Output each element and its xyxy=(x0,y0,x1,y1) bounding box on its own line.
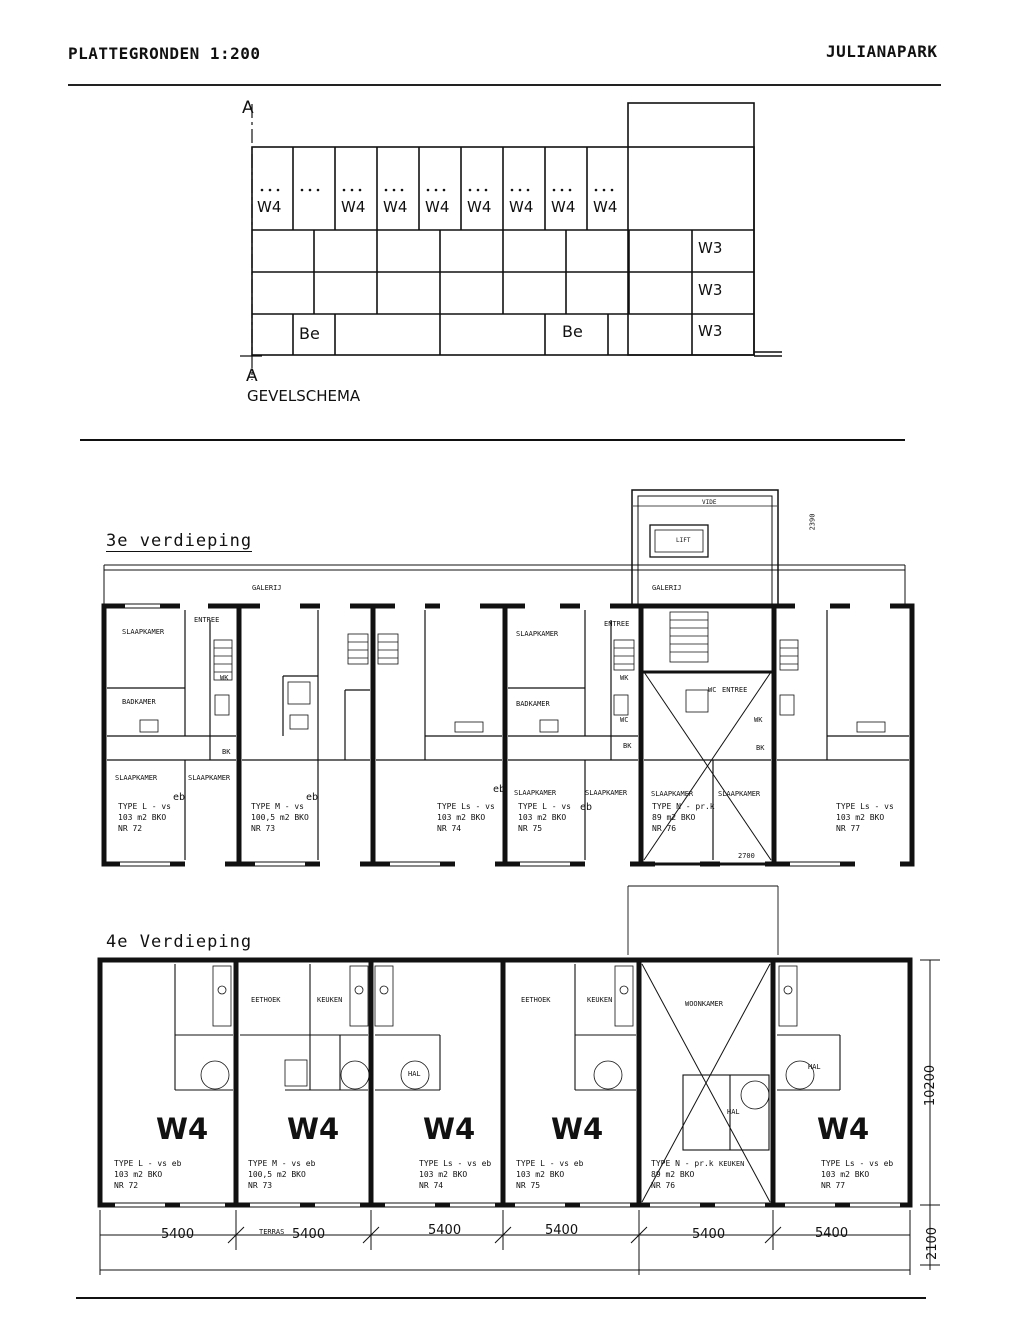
terras-label: TERRAS xyxy=(259,1228,285,1236)
unit-area: 103 m2 BKO xyxy=(114,1170,163,1179)
dimension-label: 5400 xyxy=(161,1227,195,1242)
room-label: SLAAPKAMER xyxy=(516,630,559,638)
gevel-label: Be xyxy=(562,322,583,341)
dimension-label: 5400 xyxy=(815,1226,849,1241)
depth-dimension: 2100 xyxy=(925,1226,941,1261)
floor4-title: 4e Verdieping xyxy=(106,932,253,952)
gevel-label: W4 xyxy=(509,198,534,216)
project-name: JULIANAPARK xyxy=(826,42,938,61)
unit-info xyxy=(651,1158,714,1191)
section-marker-top: A xyxy=(242,98,254,118)
section-marker-bottom: A xyxy=(246,366,258,386)
unit-number: NR 75 xyxy=(518,824,543,833)
unit-number: NR 74 xyxy=(419,1181,444,1190)
bk-label: BK xyxy=(623,742,632,750)
unit-info xyxy=(516,1158,583,1191)
bk-label: BK xyxy=(222,748,231,756)
lift-label: LIFT xyxy=(676,537,691,544)
unit-area: 103 m2 BKO xyxy=(118,813,167,822)
room-label: KEUKEN xyxy=(719,1160,745,1168)
gevel-label: Be xyxy=(299,324,320,343)
floor3-title: 3e verdieping xyxy=(106,531,253,551)
eb-label: eb xyxy=(580,802,593,813)
wk-label: WK xyxy=(220,674,229,682)
wk-label: WK xyxy=(620,674,629,682)
unit-code: W4 xyxy=(817,1112,870,1146)
entree-label: ENTREE xyxy=(722,686,748,694)
unit-number: NR 73 xyxy=(251,824,276,833)
unit-number: NR 75 xyxy=(516,1181,541,1190)
room-label: SLAAPKAMER xyxy=(514,789,557,797)
gevel-label: W4 xyxy=(257,198,282,216)
dimension-label: 5400 xyxy=(292,1227,326,1242)
unit-info xyxy=(836,801,894,834)
unit-info xyxy=(419,1158,491,1191)
bk-label: BK xyxy=(756,744,765,752)
unit-info xyxy=(248,1158,315,1191)
eb-label: eb xyxy=(306,792,319,803)
eb-label: eb xyxy=(173,792,186,803)
room-label: HAL xyxy=(808,1063,821,1071)
room-label: KEUKEN xyxy=(317,996,343,1004)
room-label: SLAAPKAMER xyxy=(651,790,694,798)
room-label: BADKAMER xyxy=(122,698,156,706)
room-label: KEUKEN xyxy=(587,996,613,1004)
room-label: WOONKAMER xyxy=(685,1000,723,1008)
galerij-label: GALERIJ xyxy=(652,584,682,592)
gevel-label: W4 xyxy=(383,198,408,216)
gevelschema-caption: GEVELSCHEMA xyxy=(247,387,361,405)
unit-area: 103 m2 BKO xyxy=(518,813,567,822)
wc-label: WC xyxy=(620,716,629,724)
unit-type: TYPE L - vs xyxy=(518,802,571,811)
unit-type: TYPE N - pr.k xyxy=(651,1159,714,1168)
gevel-label: W3 xyxy=(698,239,723,257)
gevel-label: W4 xyxy=(467,198,492,216)
unit-area: 100,5 m2 BKO xyxy=(251,813,309,822)
vide-label: VIDE xyxy=(702,499,717,506)
gevel-label: W3 xyxy=(698,322,723,340)
unit-type: TYPE Ls - vs xyxy=(836,802,894,811)
unit-area: 103 m2 BKO xyxy=(437,813,486,822)
room-label: SLAAPKAMER xyxy=(718,790,761,798)
dim-label: 2700 xyxy=(738,852,755,860)
unit-area: 100,5 m2 BKO xyxy=(248,1170,306,1179)
galerij-label: GALERIJ xyxy=(252,584,282,592)
unit-type: TYPE M - vs xyxy=(251,802,304,811)
gevel-label: W4 xyxy=(341,198,366,216)
unit-area: 89 m2 BKO xyxy=(651,1170,695,1179)
unit-number: NR 72 xyxy=(114,1181,139,1190)
dimension-label: 5400 xyxy=(545,1223,579,1238)
wc-label: WC xyxy=(708,686,717,694)
unit-area: 89 m2 BKO xyxy=(652,813,696,822)
unit-info xyxy=(518,801,571,834)
unit-area: 103 m2 BKO xyxy=(821,1170,870,1179)
room-label: SLAAPKAMER xyxy=(122,628,165,636)
room-label: EETHOEK xyxy=(251,996,281,1004)
unit-number: NR 77 xyxy=(821,1181,846,1190)
room-label: HAL xyxy=(408,1070,421,1078)
unit-info xyxy=(437,801,495,834)
unit-code: W4 xyxy=(287,1112,340,1146)
unit-number: NR 76 xyxy=(651,1181,676,1190)
unit-info xyxy=(114,1158,181,1191)
unit-info xyxy=(251,801,309,834)
room-label: BADKAMER xyxy=(516,700,550,708)
unit-type: TYPE L - vs eb xyxy=(516,1159,584,1168)
room-label: HAL xyxy=(727,1108,740,1116)
unit-code: W4 xyxy=(423,1112,476,1146)
gevel-label: W3 xyxy=(698,281,723,299)
unit-number: NR 76 xyxy=(652,824,677,833)
unit-area: 103 m2 BKO xyxy=(516,1170,565,1179)
unit-number: NR 73 xyxy=(248,1181,273,1190)
unit-number: NR 74 xyxy=(437,824,462,833)
gevel-label: W4 xyxy=(551,198,576,216)
dim-label: 2390 xyxy=(808,513,817,531)
depth-dimension: 10200 xyxy=(923,1064,939,1107)
wk-label: WK xyxy=(754,716,763,724)
entree-label: ENTREE xyxy=(604,620,630,628)
page-title: PLATTEGRONDEN 1:200 xyxy=(68,44,261,63)
unit-type: TYPE L - vs eb xyxy=(114,1159,182,1168)
unit-number: NR 77 xyxy=(836,824,861,833)
dimension-label: 5400 xyxy=(692,1227,726,1242)
room-label: SLAAPKAMER xyxy=(115,774,158,782)
room-label: EETHOEK xyxy=(521,996,551,1004)
entree-label: ENTREE xyxy=(194,616,220,624)
unit-area: 103 m2 BKO xyxy=(419,1170,468,1179)
gevel-label: W4 xyxy=(425,198,450,216)
unit-code: W4 xyxy=(156,1112,209,1146)
room-label: SLAAPKAMER xyxy=(585,789,628,797)
room-label: SLAAPKAMER xyxy=(188,774,231,782)
unit-info xyxy=(821,1158,893,1191)
dimension-label: 5400 xyxy=(428,1223,462,1238)
unit-type: TYPE Ls - vs eb xyxy=(419,1159,492,1168)
unit-area: 103 m2 BKO xyxy=(836,813,885,822)
unit-type: TYPE L - vs xyxy=(118,802,171,811)
unit-info xyxy=(118,801,171,834)
eb-label: eb xyxy=(493,784,506,795)
unit-type: TYPE N - pr.k xyxy=(652,802,715,811)
unit-code: W4 xyxy=(551,1112,604,1146)
unit-type: TYPE Ls - vs eb xyxy=(821,1159,894,1168)
unit-type: TYPE M - vs eb xyxy=(248,1159,316,1168)
gevel-label: W4 xyxy=(593,198,618,216)
unit-type: TYPE Ls - vs xyxy=(437,802,495,811)
unit-number: NR 72 xyxy=(118,824,143,833)
unit-info xyxy=(652,801,715,834)
